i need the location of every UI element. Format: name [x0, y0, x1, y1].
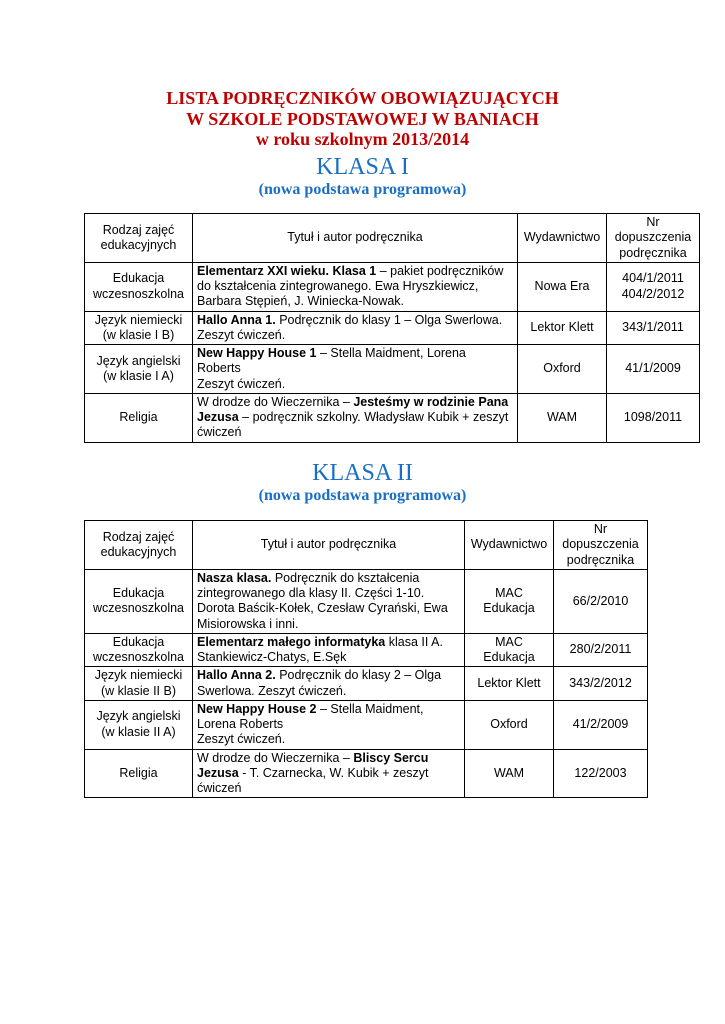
header-subject: Rodzaj zajęć edukacyjnych [85, 521, 193, 570]
table-row [85, 262, 700, 311]
number-cell: 404/1/2011 404/2/2012 [607, 262, 700, 311]
class2-table [84, 520, 648, 798]
number-cell: 1098/2011 [607, 393, 700, 442]
table-row [85, 667, 648, 701]
subject-cell: Edukacja wczesnoszkolna [85, 569, 193, 633]
book-cell: New Happy House 2 – Stella Maidment, Lorena Roberts Zeszyt ćwiczeń. [193, 700, 465, 749]
book-cell: New Happy House 1 – Stella Maidment, Lorena Roberts Zeszyt ćwiczeń. [193, 345, 518, 394]
header-number: Nr dopuszczenia podręcznika [554, 521, 648, 570]
number-cell: 343/1/2011 [607, 311, 700, 345]
table-row [85, 749, 648, 798]
class2-subtitle: (nowa podstawa programowa) [258, 487, 467, 504]
book-cell: W drodze do Wieczernika – Bliscy Sercu Jezusa - T. Czarnecka, W. Kubik + zeszyt ćwiczeń [193, 749, 465, 798]
publisher-cell: WAM [465, 749, 554, 798]
class1-table [84, 213, 700, 443]
class1-subtitle: (nowa podstawa programowa) [258, 181, 467, 198]
header-book: Tytuł i autor podręcznika [193, 214, 518, 263]
subject-cell: Język angielski (w klasie I A) [85, 345, 193, 394]
publisher-cell: MAC Edukacja [465, 569, 554, 633]
publisher-cell: WAM [518, 393, 607, 442]
class2-title: KLASA II [312, 460, 413, 486]
title-line-3: w roku szkolnym 2013/2014 [255, 129, 470, 150]
number-cell: 66/2/2010 [554, 569, 648, 633]
book-cell: W drodze do Wieczernika – Jesteśmy w rodzinie Pana Jezusa – podręcznik szkolny. Władysław Kubik + zeszyt ćwiczeń [193, 393, 518, 442]
header-number: Nr dopuszczenia podręcznika [607, 214, 700, 263]
subject-cell: Język angielski (w klasie II A) [85, 700, 193, 749]
header-book: Tytuł i autor podręcznika [193, 521, 465, 570]
publisher-cell: Oxford [465, 700, 554, 749]
title-line-2: W SZKOLE PODSTAWOWEJ W BANIACH [186, 108, 539, 129]
table-row [85, 393, 700, 442]
book-cell: Hallo Anna 1. Podręcznik do klasy 1 – Olga Swerlowa. Zeszyt ćwiczeń. [193, 311, 518, 345]
header-subject: Rodzaj zajęć edukacyjnych [85, 214, 193, 263]
publisher-cell: Oxford [518, 345, 607, 394]
table-header-row [85, 521, 648, 570]
header-publisher: Wydawnictwo [518, 214, 607, 263]
number-cell: 122/2003 [554, 749, 648, 798]
table-header-row [85, 214, 700, 263]
subject-cell: Język niemiecki (w klasie II B) [85, 667, 193, 701]
publisher-cell: MAC Edukacja [465, 633, 554, 667]
subject-cell: Edukacja wczesnoszkolna [85, 633, 193, 667]
book-cell: Hallo Anna 2. Podręcznik do klasy 2 – Olga Swerlowa. Zeszyt ćwiczeń. [193, 667, 465, 701]
number-cell: 41/2/2009 [554, 700, 648, 749]
number-cell: 41/1/2009 [607, 345, 700, 394]
number-cell: 343/2/2012 [554, 667, 648, 701]
book-cell: Elementarz małego informatyka klasa II A. Stankiewicz-Chatys, E.Sęk [193, 633, 465, 667]
book-cell: Nasza klasa. Podręcznik do kształcenia zintegrowanego dla klasy II. Części 1-10. Dorota Baścik-Kołek, Czesław Cyrański, Ewa Misiorowska i inni. [193, 569, 465, 633]
number-cell: 280/2/2011 [554, 633, 648, 667]
subject-cell: Religia [85, 393, 193, 442]
table-row [85, 633, 648, 667]
table-row [85, 569, 648, 633]
publisher-cell: Lektor Klett [518, 311, 607, 345]
subject-cell: Edukacja wczesnoszkolna [85, 262, 193, 311]
table-row [85, 700, 648, 749]
table-row [85, 311, 700, 345]
header-publisher: Wydawnictwo [465, 521, 554, 570]
publisher-cell: Lektor Klett [465, 667, 554, 701]
publisher-cell: Nowa Era [518, 262, 607, 311]
book-cell: Elementarz XXI wieku. Klasa 1 – pakiet podręczników do kształcenia zintegrowanego. Ewa Hryszkiewicz, Barbara Stępień, J. Winiecka-Nowak. [193, 262, 518, 311]
document-title [0, 88, 725, 150]
table-row [85, 345, 700, 394]
subject-cell: Język niemiecki (w klasie I B) [85, 311, 193, 345]
class1-title: KLASA I [316, 154, 409, 180]
subject-cell: Religia [85, 749, 193, 798]
title-line-1: LISTA PODRĘCZNIKÓW OBOWIĄZUJĄCYCH [166, 88, 559, 108]
